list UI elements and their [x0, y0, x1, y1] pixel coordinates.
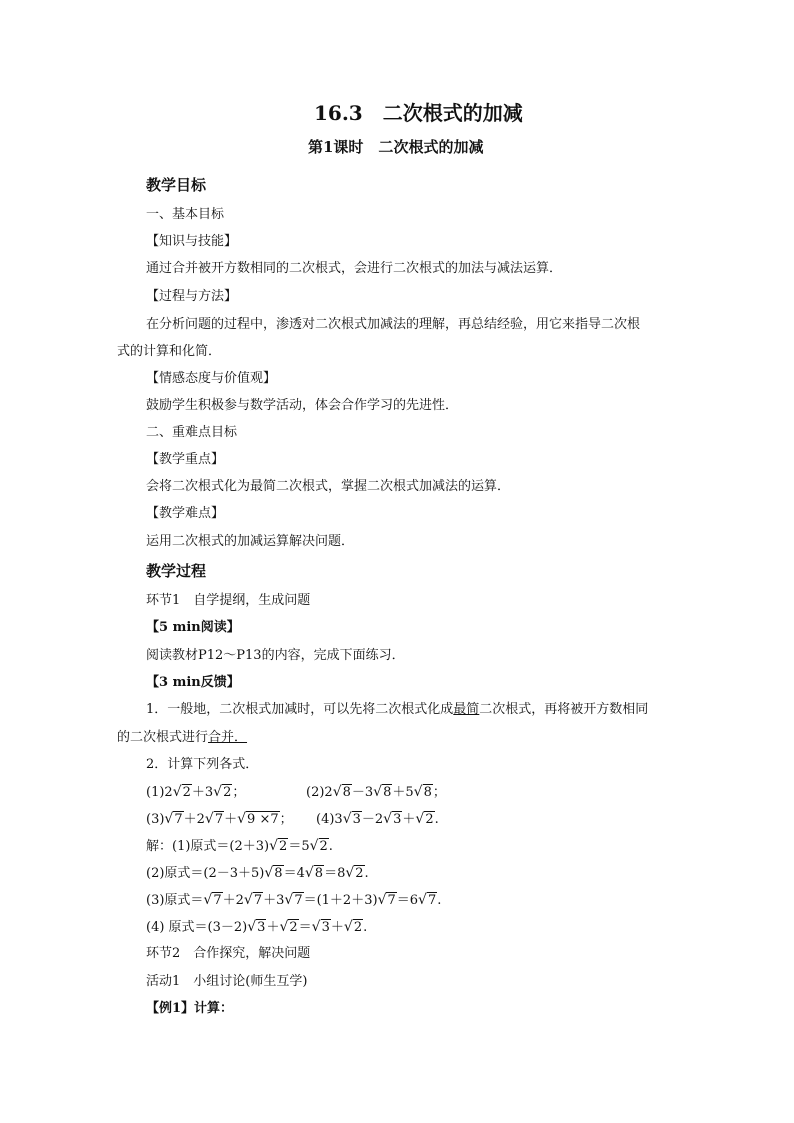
reading-time-tag: 【5 min阅读】 — [146, 620, 240, 635]
example1-heading: 【例1】计算： — [146, 1001, 234, 1016]
process-methods-text-line2: 式的计算和化简． — [117, 344, 222, 359]
question2-heading: 2．计算下列各式． — [146, 757, 259, 772]
teaching-focus-tag: 【教学重点】 — [146, 452, 225, 467]
basic-goal-heading: 一、基本目标 — [146, 207, 225, 222]
solution-1: 解：(1)原式＝(2＋3)√2＝5√2. — [146, 838, 333, 854]
process-methods-tag: 【过程与方法】 — [146, 289, 238, 304]
step1-heading: 环节1 自学提纲，生成问题 — [146, 593, 311, 608]
q1-text-c: 二次根式，再将被开方数相同 — [479, 702, 649, 717]
teaching-difficulty-tag: 【教学难点】 — [146, 506, 225, 521]
section-heading-objectives: 教学目标 — [146, 176, 207, 194]
q1-text-a: 1．一般地，二次根式加减时，可以先将二次根式化成 — [146, 702, 454, 717]
key-difficult-goal-heading: 二、重难点目标 — [146, 425, 238, 440]
exercise-4: (4)3√3－2√3＋√2. — [316, 811, 439, 827]
reading-instruction: 阅读教材P12～P13的内容，完成下面练习． — [146, 648, 405, 663]
q1-blank-combine: 合并． — [208, 730, 248, 745]
emotion-values-tag: 【情感态度与价值观】 — [146, 371, 277, 386]
lesson-subtitle: 第1课时 二次根式的加减 — [308, 138, 484, 156]
teaching-focus-text: 会将二次根式化为最简二次根式，掌握二次根式加减法的运算． — [146, 479, 511, 494]
feedback-time-tag: 【3 min反馈】 — [146, 675, 240, 690]
exercise-1: (1)2√2＋3√2； — [146, 784, 246, 800]
page-title: 16.3 二次根式的加减 — [314, 101, 523, 125]
solution-2: (2)原式＝(2－3＋5)√8＝4√8＝8√2. — [146, 865, 369, 881]
solution-4: (4) 原式＝(3－2)√3＋√2＝√3＋√2. — [146, 919, 368, 935]
knowledge-skills-tag: 【知识与技能】 — [146, 234, 238, 249]
exercise-2: (2)2√8－3√8＋5√8； — [306, 784, 446, 800]
q1-blank-simplest: 最简 — [453, 702, 480, 717]
activity1-heading: 活动1 小组讨论(师生互学) — [146, 974, 308, 989]
section-heading-process: 教学过程 — [146, 562, 207, 580]
exercise-3: (3)√7＋2√7＋√9 ×7； — [146, 811, 293, 827]
question1-line2 — [117, 730, 247, 746]
emotion-values-text: 鼓励学生积极参与数学活动，体会合作学习的先进性． — [146, 398, 459, 413]
teaching-difficulty-text: 运用二次根式的加减运算解决问题． — [146, 534, 355, 549]
process-methods-text-line1: 在分析问题的过程中，渗透对二次根式加减法的理解，再总结经验，用它来指导二次根 — [146, 317, 641, 332]
question1-line1 — [146, 702, 648, 718]
step2-heading: 环节2 合作探究，解决问题 — [146, 946, 311, 961]
knowledge-skills-text: 通过合并被开方数相同的二次根式，会进行二次根式的加法与减法运算． — [146, 261, 563, 276]
solution-3: (3)原式＝√7＋2√7＋3√7＝(1＋2＋3)√7＝6√7. — [146, 892, 442, 908]
q1-text-d: 的二次根式进行 — [117, 730, 209, 745]
